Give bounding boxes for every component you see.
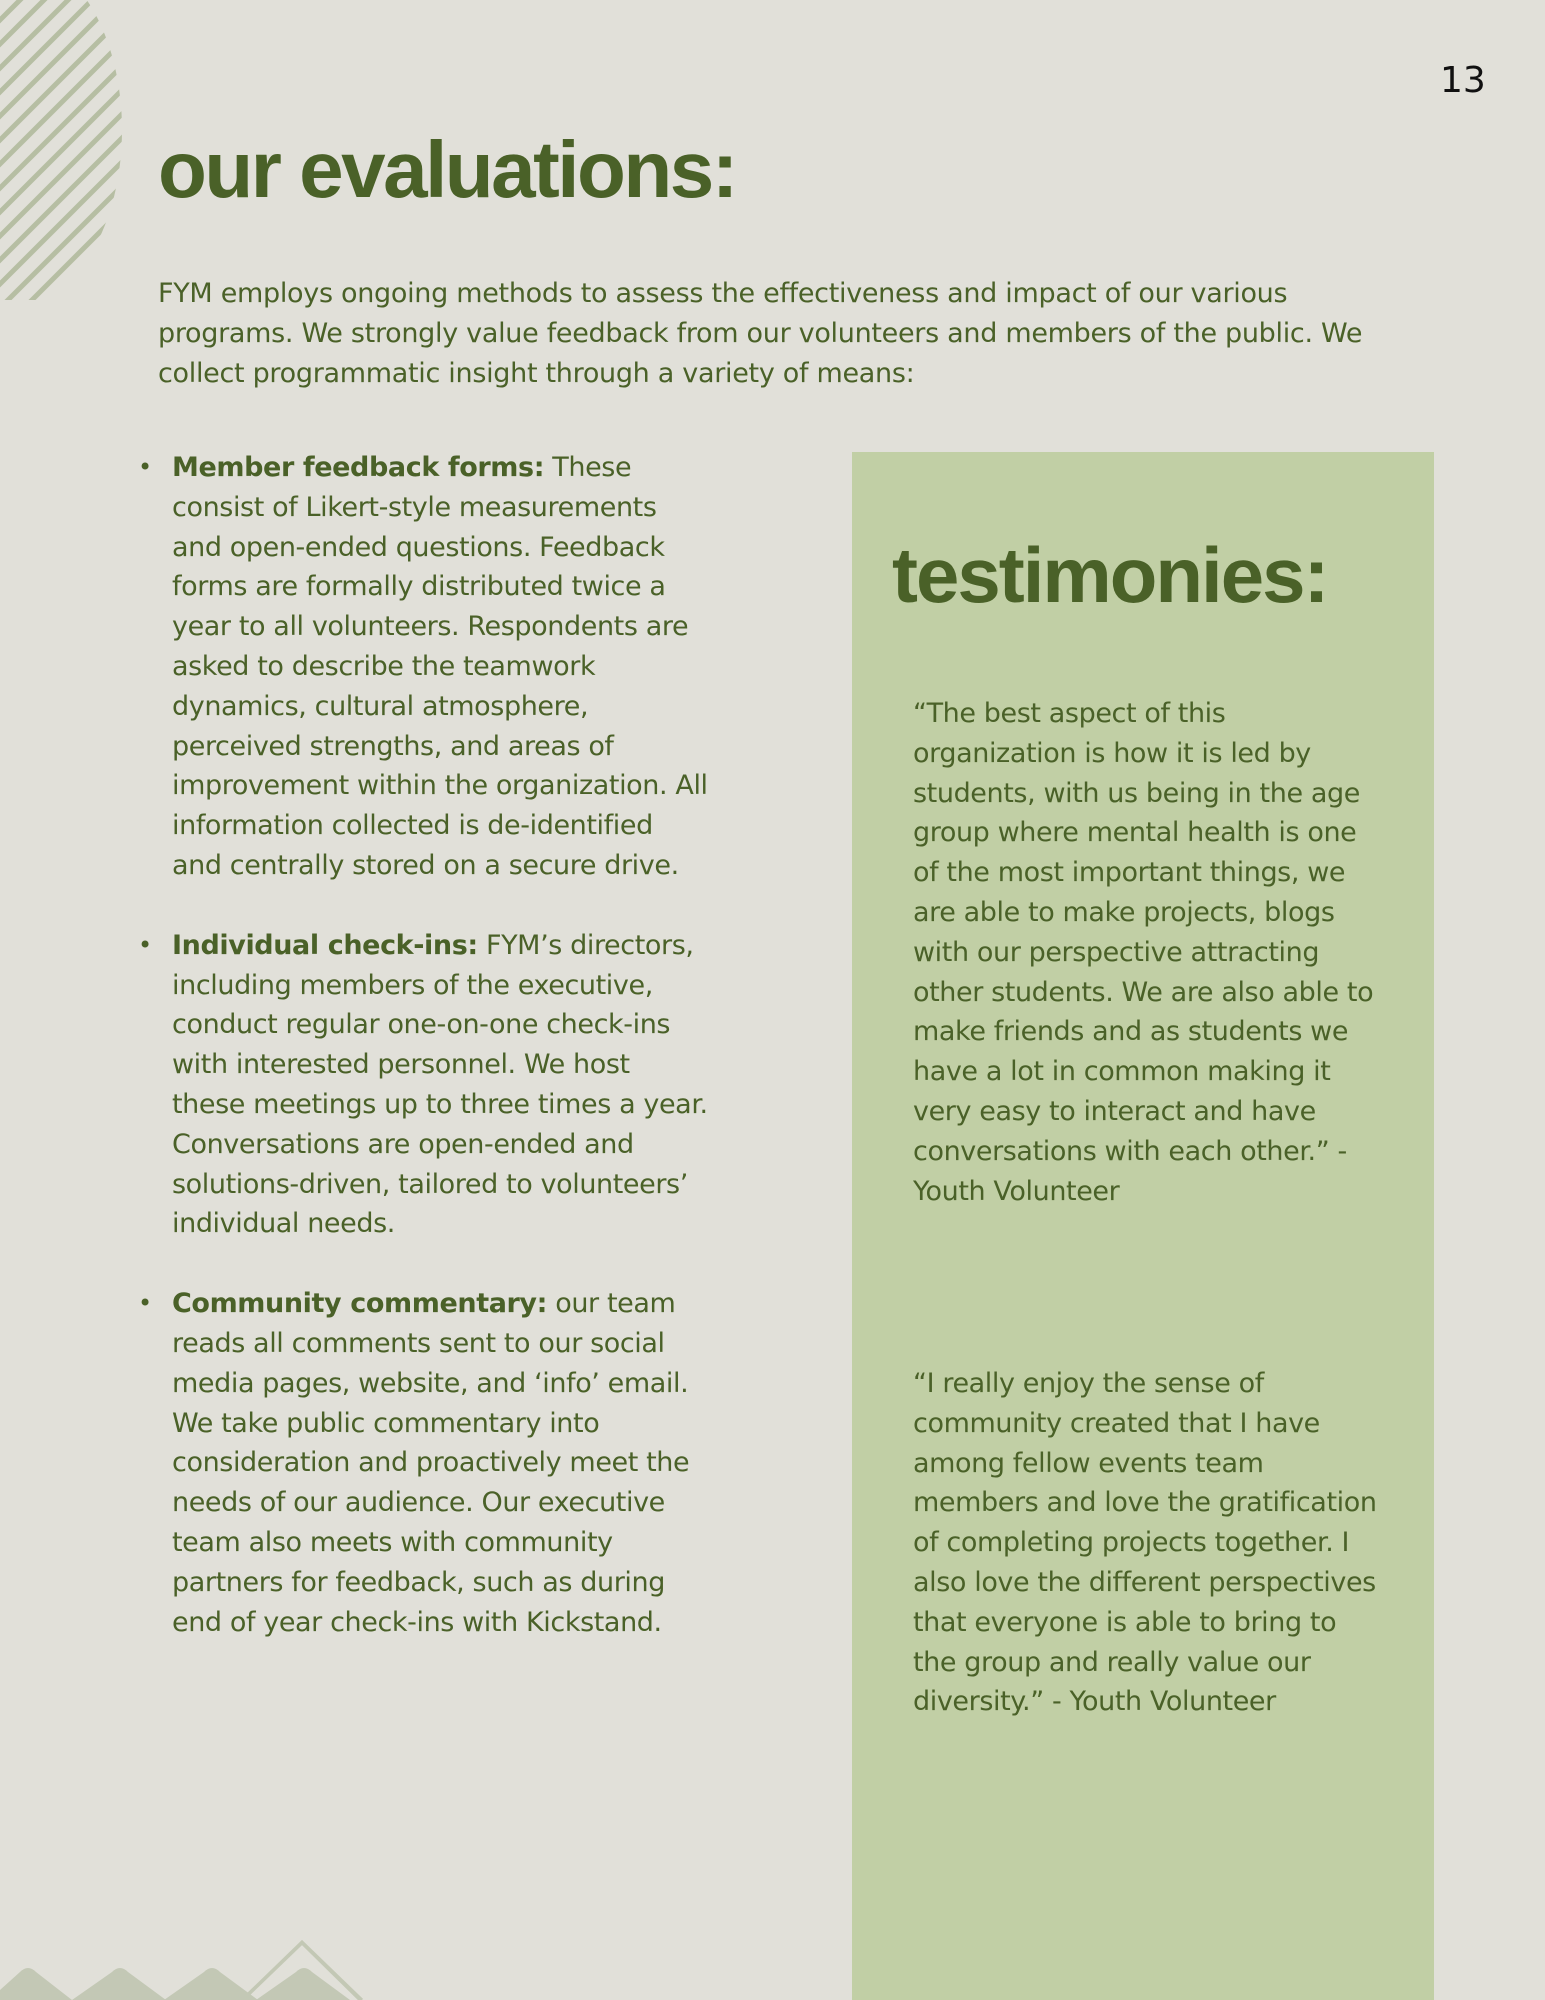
method-item-community-commentary [130,1284,710,1642]
mountains-decoration-icon [0,1910,420,2000]
method-title: Member feedback forms: [172,452,545,483]
diagonal-stripes-decoration-icon [0,0,130,300]
bullet-icon: • [138,453,152,481]
method-text: FYM’s directors, including members of the executive, conduct regular one-on-one check-ins with interested personnel. We host these meetings up to three times a year. Conversations are open-ended and solutions-driven, tailored to volunteers’ individual needs. [172,929,708,1240]
method-item-member-feedback [130,448,710,886]
page-number: 13 [1440,60,1486,101]
bullet-icon: • [138,930,152,959]
intro-paragraph: FYM employs ongoing methods to assess the effectiveness and impact of our various programs. We strongly value feedback from our volunteers and members of the public. We collect programmatic insight through a variety of means: [158,278,1363,389]
method-title: Community commentary: [172,1288,548,1320]
testimony-quote: “I really enjoy the sense of community created that I have among fellow events team members and love the gratification of completing projects together. I also love the different perspectives that everyone is able to bring to the group and really value our diversity.” - Youth Volunteer [913,1368,1377,1718]
page-title: our evaluations: [158,125,736,214]
testimonies-title: testimonies: [892,531,1328,619]
testimonies-panel [852,452,1434,2000]
method-title: Individual check-ins: [172,929,478,961]
method-text: our team reads all comments sent to our social media pages, website, and ‘info’ email. We take public commentary into consideration and proactively meet the needs of our audience. Our executive team also meets with community partners for feedback, such as during end of year check-ins with Kickstand. [172,1288,690,1638]
evaluation-methods-list [130,448,710,1682]
testimony-quote: “The best aspect of this organization is how it is led by students, with us being in the age group where mental health is one of the most important things, we are able to make projects, blogs with our perspective attracting other students. We are also able to make friends and as students we have a lot in common making it very easy to interact and have conversations with each other.” - Youth Volunteer [913,698,1374,1207]
method-text: These consist of Likert-style measurements and open-ended questions. Feedback forms are formally distributed twice a year to all volunteers. Respondents are asked to describe the teamwork dynamics, cultural atmosphere, perceived strengths, and areas of improvement within the organization. All information collected is de-identified and centrally stored on a secure drive. [172,452,708,881]
method-item-individual-check-ins [130,926,710,1244]
bullet-icon: • [138,1289,152,1318]
